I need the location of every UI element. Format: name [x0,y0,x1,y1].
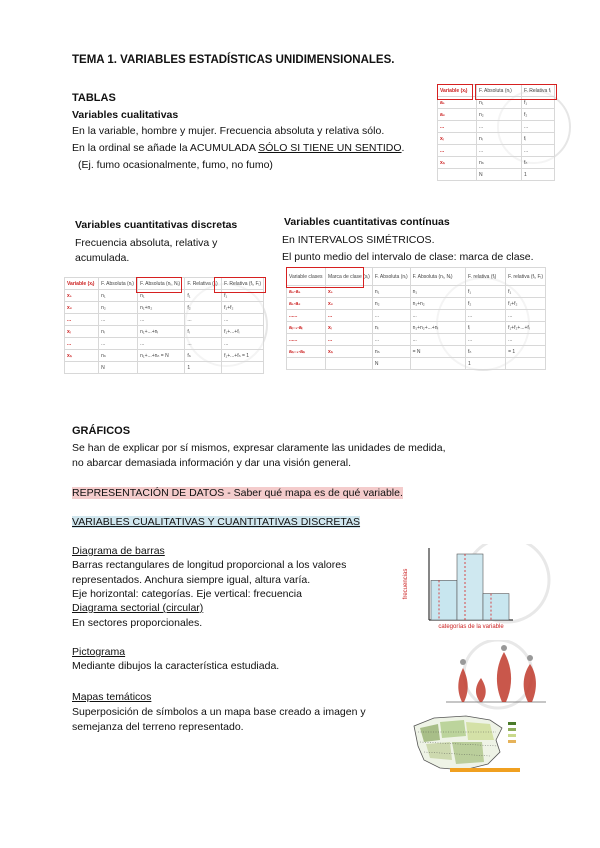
cualitativas-heading: Variables cualitativas [72,109,179,121]
table-cell: n₁ [138,290,185,302]
table-cell: 1 [185,362,222,374]
representacion-line [72,486,403,500]
discretas-heading: Variables cuantitativas discretas [75,219,238,231]
table-cell: ... [410,334,465,346]
pictogram-figure [438,640,550,712]
table-cell: ... [222,314,264,326]
legend-swatch [508,728,516,731]
table-cell: a₁-a₂ [287,298,326,310]
table-cell: nᵢ [477,133,522,145]
table-cell: f₁ [222,290,264,302]
section-heading-graficos: GRÁFICOS [72,425,131,437]
table-cell: ... [466,334,506,346]
table-cell: fᵢ [466,322,506,334]
barras-line3: Eje horizontal: categorías. Eje vertical: frecuencia [72,588,302,600]
table-cell: ... [185,314,222,326]
figure-discreta [64,277,266,389]
legend-swatch [508,740,516,743]
pictogram-head-icon [527,655,533,661]
continuas-heading: Variables cuantitativas contínuas [284,216,450,228]
table-cell: x₂ [65,302,99,314]
table-cell: n₁+...+nₙ = N [138,350,185,362]
continuas-line2: El punto medio del intervalo de clase: marca de clase. [282,251,534,263]
table-cell [287,358,326,370]
table-cell: ... [477,121,522,133]
highlight-box [286,267,364,288]
discreta-header: Variable (xᵢ) [65,278,99,290]
table-cell: n₁+n₂ [410,298,465,310]
legend-swatch [508,734,516,737]
cualitativa-header: F. Absoluta (nᵢ) [477,85,522,97]
table-cell: x₁ [65,290,99,302]
table-cell: f₁+...+fₙ = 1 [222,350,264,362]
table-cell: xₙ [325,346,372,358]
bar-chart-figure [395,544,555,636]
bar-1 [431,580,457,620]
bar-2 [457,554,483,620]
table-cell: xᵢ [325,322,372,334]
bar-chart [395,544,555,636]
discreta-header: F. Relativa (fᵢ, Fᵢ) [222,278,264,290]
table-cell: ... [410,310,465,322]
table-cell: = 1 [506,346,546,358]
table-cell: ... [506,310,546,322]
cualitativas-line3: (Ej. fumo ocasionalmente, fumo, no fumo) [78,159,273,171]
representacion-text: REPRESENTACIÓN DE DATOS - Saber qué mapa es de qué variable. [72,487,403,499]
table-cell [506,358,546,370]
cual-cuant-line [72,515,360,529]
table-cell: ... [506,334,546,346]
map-region [452,742,484,764]
table-cell: n₂ [477,109,522,121]
highlight-box [214,277,266,293]
table-cell: nₙ [477,157,522,169]
pictograma-line1: Mediante dibujos la característica estudiada. [72,660,280,672]
continua-header: F. Absoluta (nᵢ, Nᵢ) [410,268,465,286]
table-cell: 1 [522,169,555,181]
pictogram-symbol [458,668,467,702]
map-region [426,742,452,760]
table-cell: xᵢ [65,326,99,338]
table-cell [138,362,185,374]
table-cell: ... [138,314,185,326]
table-cell: n₁+n₂ [138,302,185,314]
continua-header: F. relativa (fᵢ, Fᵢ) [506,268,546,286]
table-cell: a₁ [438,97,477,109]
cualitativas-line2-suffix: . [401,142,405,154]
discretas-line2: acumulada. [75,252,130,264]
table-cell: x₁ [325,286,372,298]
table-cell: ...... [287,310,326,322]
table-cell: aₙ₋₁-aₙ [287,346,326,358]
table-cell: x₂ [325,298,372,310]
discretas-line1: Frecuencia absoluta, relativa y [75,237,218,249]
table-cell: n₁+...+nᵢ [138,326,185,338]
table-cell: ... [138,338,185,350]
table-cell: nᵢ [372,322,410,334]
table-cell: fᵢ [185,326,222,338]
table-cell: a₀-a₁ [287,286,326,298]
table-cell: nᵢ [99,326,138,338]
table-cell: f₁ [185,290,222,302]
cualitativas-line2 [72,141,404,155]
table-cell: f₁+...+fᵢ [222,326,264,338]
table-cell: N [477,169,522,181]
figure-continua [286,267,548,389]
discreta-header: F. Relativa (fᵢ) [185,278,222,290]
pictogram-head-icon [501,645,507,651]
table-cell: f₁+f₂ [222,302,264,314]
continuas-line1: En INTERVALOS SIMÉTRICOS. [282,234,435,246]
table-cell: ... [477,145,522,157]
table-cell: f₂ [522,109,555,121]
table-cell: ... [372,310,410,322]
table-cell: = N [410,346,465,358]
thematic-map [410,712,528,774]
continua-header: Marca de clase (xᵢ) [325,268,372,286]
table-cell: xₙ [65,350,99,362]
x-axis-label: categorías de la variable [438,624,504,630]
table-cell: n₂ [372,298,410,310]
map-region [466,722,494,740]
thematic-map-figure [410,712,528,774]
bar-3 [483,594,509,620]
highlight-box [437,84,473,100]
table-cell: n₁ [372,286,410,298]
table-cell: n₁ [99,290,138,302]
pictograma-heading: Pictograma [72,646,126,658]
cualitativa-header: Variable (xᵢ) [438,85,477,97]
cual-cuant-heading: VARIABLES CUALITATIVAS Y CUANTITATIVAS DISCRETAS [72,516,361,528]
table-cell: 1 [466,358,506,370]
table-cell: ... [466,310,506,322]
table-cell: ... [99,338,138,350]
table-cell: f₁ [506,286,546,298]
table-cell: n₁+n₂+...+nᵢ [410,322,465,334]
table-cell: n₁ [477,97,522,109]
section-heading-tablas: TABLAS [72,92,116,104]
cualitativas-line2-prefix: En la ordinal se añade la ACUMULADA [72,142,259,154]
table-cell: xₙ [438,157,477,169]
table-cell: N [99,362,138,374]
graficos-line1: Se han de explicar por sí mismos, expresar claramente las unidades de medida, [72,442,446,454]
table-cell [438,169,477,181]
table-cell: ... [222,338,264,350]
table-cell: n₂ [99,302,138,314]
cualitativas-line1: En la variable, hombre y mujer. Frecuencia absoluta y relativa sólo. [72,125,385,137]
mapas-heading: Mapas temáticos [72,691,152,703]
table-cell: nₙ [372,346,410,358]
pictogram-symbol [497,652,511,702]
cualitativas-line2-underlined: SÓLO SI TIENE UN SENTIDO [258,142,402,154]
pictogram-symbol [476,678,486,702]
pictogram-head-icon [460,659,466,665]
sectorial-heading: Diagrama sectorial (circular) [72,602,204,614]
barras-line2: representados. Anchura siempre igual, altura varía. [72,574,311,586]
table-cell: aᵢ₋₁-aᵢ [287,322,326,334]
table-cell: xᵢ [438,133,477,145]
table-cell: fₙ [522,157,555,169]
table-cell: ... [372,334,410,346]
continua-header: F. Absoluta (nᵢ) [372,268,410,286]
mapas-line1: Superposición de símbolos a un mapa base creado a imagen y [72,706,366,718]
continua-header: Variable clases [287,268,326,286]
table-cell: f₁ [466,286,506,298]
table-cell [410,358,465,370]
table-cell [222,362,264,374]
mapas-line2: semejanza del terreno representado. [72,721,244,733]
barras-heading: Diagrama de barras [72,545,165,557]
table-cell [325,358,372,370]
highlight-box [136,277,182,293]
table-cell: nₙ [99,350,138,362]
table-cell: ... [438,121,477,133]
page-title: TEMA 1. VARIABLES ESTADÍSTICAS UNIDIMENSIONALES. [72,54,395,66]
discreta-header: F. Absoluta (nᵢ) [99,278,138,290]
table-cell: ... [99,314,138,326]
table-cell: ... [65,338,99,350]
highlight-box [475,84,557,100]
table-cell: N [372,358,410,370]
table-cell: ... [522,145,555,157]
table-cell: ... [325,334,372,346]
cualitativa-header: F. Relativa fᵢ [522,85,555,97]
map-region [440,720,466,738]
graficos-line2: no abarcar demasiada información y dar una visión general. [72,457,351,469]
table-cell: f₁+f₂ [506,298,546,310]
table-cell: fₙ [466,346,506,358]
pictogram [438,640,550,712]
barras-line1: Barras rectangulares de longitud proporcional a los valores [72,559,347,571]
table-cell [65,362,99,374]
table-cell: ... [522,121,555,133]
y-axis-label: frecuencias [403,568,409,600]
table-cell: f₁ [522,97,555,109]
table-cell: f₁+f₂+...+fᵢ [506,322,546,334]
table-cell: n₁ [410,286,465,298]
table-cell: fₙ [185,350,222,362]
sectorial-line1: En sectores proporcionales. [72,617,203,629]
table-cell: f₂ [185,302,222,314]
table-cell: ... [438,145,477,157]
table-cell: ...... [287,334,326,346]
continua-header: F. relativa (fᵢ) [466,268,506,286]
table-cell: ... [65,314,99,326]
table-cell: f₂ [466,298,506,310]
table-cell: a₂ [438,109,477,121]
table-cell: ... [185,338,222,350]
table-cell: ... [325,310,372,322]
table-cell: fᵢ [522,133,555,145]
figure-cualitativa [437,84,557,191]
discreta-header: F. Absoluta (nᵢ, Nᵢ) [138,278,185,290]
map-caption-bar [450,768,520,772]
legend-swatch [508,722,516,725]
